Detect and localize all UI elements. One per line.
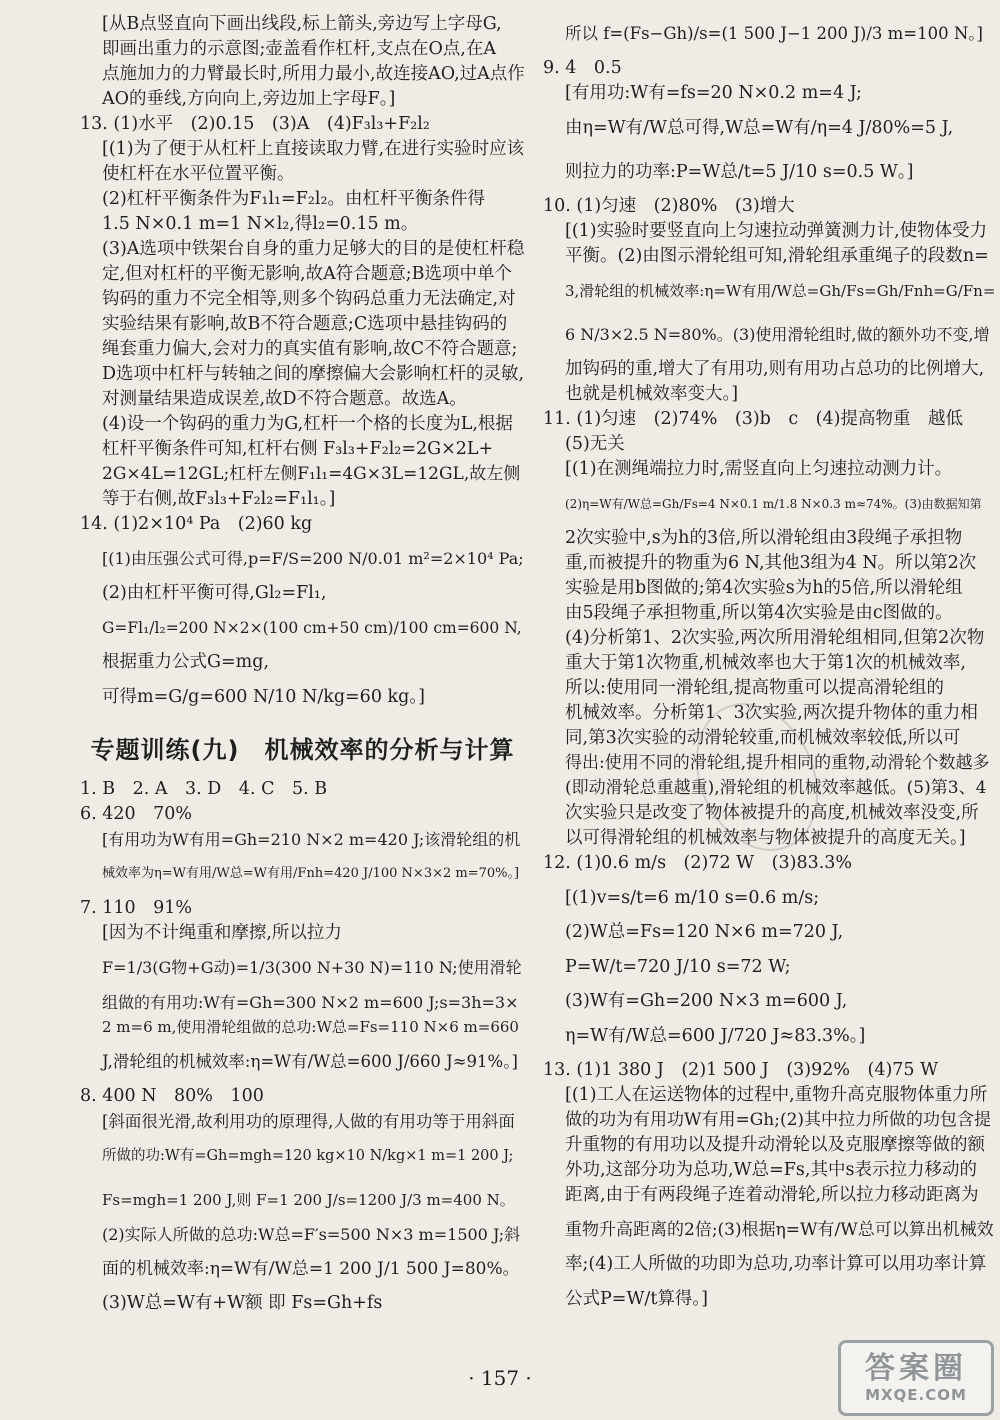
right-column bbox=[543, 12, 995, 1321]
text-line: 14. (1)2×10⁴ Pa (2)60 kg bbox=[80, 514, 313, 534]
text-line: 1.5 N×0.1 m=1 N×l₂,得l₂=0.15 m。 bbox=[102, 214, 419, 234]
text-line: (2)实际人所做的总功:W总=F′s=500 N×3 m=1500 J;斜 bbox=[102, 1225, 521, 1244]
text-line: [(1)在测绳端拉力时,需竖直向上匀速拉动测力计。 bbox=[565, 459, 953, 479]
text-line: 次实验只是改变了物体被提升的高度,机械效率没变,所 bbox=[565, 803, 979, 823]
text-line: 所以:使用同一滑轮组,提高物重可以提高滑轮组的 bbox=[565, 678, 944, 698]
text-line: [(1)实验时要竖直向上匀速拉动弹簧测力计,使物体受力 bbox=[565, 221, 988, 241]
text-line: 根据重力公式G=mg, bbox=[102, 652, 270, 672]
text-line: [从B点竖直向下画出线段,标上箭头,旁边写上字母G, bbox=[102, 14, 502, 34]
text-line: (2)W总=Fs=120 N×6 m=720 J, bbox=[565, 922, 844, 942]
text-line: 杠杆平衡条件可知,杠杆右侧 F₃l₃+F₂l₂=2G×2L+ bbox=[102, 439, 494, 459]
section-title: 专题训练(九) 机械效率的分析与计算 bbox=[90, 736, 515, 764]
text-line: 11. (1)匀速 (2)74% (3)b c (4)提高物重 越低 bbox=[543, 409, 963, 429]
text-line: 由η=W有/W总可得,W总=W有/η=4 J/80%=5 J, bbox=[565, 118, 954, 138]
text-line: F=1/3(G物+G动)=1/3(300 N+30 N)=110 N;使用滑轮 bbox=[102, 958, 522, 977]
text-line: 机械效率。分析第1、3次实验,两次提升物体的重力相 bbox=[565, 703, 978, 723]
text-line: 1. B 2. A 3. D 4. C 5. B bbox=[80, 779, 328, 799]
text-line: 6 N/3×2.5 N=80%。(3)使用滑轮组时,做的额外功不变,增 bbox=[565, 325, 990, 344]
text-line: 外功,这部分功为总功,W总=Fs,其中s表示拉力移动的 bbox=[565, 1160, 977, 1180]
watermark-text-bottom: MXQE.COM bbox=[865, 1386, 967, 1404]
text-line: 6. 420 70% bbox=[80, 804, 193, 824]
text-line: 2次实验中,s为h的3倍,所以滑轮组由3段绳子承担物 bbox=[565, 528, 963, 548]
text-line: 2 m=6 m,使用滑轮组做的总功:W总=Fs=110 N×6 m=660 bbox=[102, 1018, 519, 1036]
text-line: [有用功:W有=fs=20 N×0.2 m=4 J; bbox=[565, 83, 862, 103]
text-line: 重大于第1次物重,机械效率也大于第1次的机械效率, bbox=[565, 653, 966, 673]
text-line: 升重物的有用功以及提升动滑轮以及克服摩擦等做的额 bbox=[565, 1135, 985, 1155]
text-line: 由5段绳子承担物重,所以第4次实验是由c图做的。 bbox=[565, 603, 953, 623]
text-line: 即画出重力的示意图;壶盖看作杠杆,支点在O点,在A bbox=[102, 39, 497, 59]
page-number: · 157 · bbox=[468, 1366, 532, 1390]
watermark-logo bbox=[838, 1340, 994, 1416]
text-line: P=W/t=720 J/10 s=72 W; bbox=[565, 957, 791, 977]
text-line: 13. (1)水平 (2)0.15 (3)A (4)F₃l₃+F₂l₂ bbox=[80, 114, 430, 134]
text-line: [因为不计绳重和摩擦,所以拉力 bbox=[102, 923, 342, 943]
text-line: [(1)工人在运送物体的过程中,重物升高克服物体重力所 bbox=[565, 1085, 988, 1105]
left-column bbox=[80, 12, 525, 1316]
text-line: G=Fl₁/l₂=200 N×2×(100 cm+50 cm)/100 cm=600 N, bbox=[102, 619, 522, 637]
text-line: (2)η=W有/W总=Gh/Fs=4 N×0.1 m/1.8 N×0.3 m≈74%。(3)由数据知第 bbox=[565, 497, 982, 511]
watermark-text-top: 答案圈 bbox=[865, 1351, 967, 1386]
text-line: 重物升高距离的2倍;(3)根据η=W有/W总可以算出机械效 bbox=[565, 1220, 994, 1240]
text-line: 械效率为η=W有用/W总=W有用/Fnh=420 J/100 N×3×2 m=70%。] bbox=[102, 866, 520, 881]
text-line: 也就是机械效率变大。] bbox=[565, 384, 739, 404]
text-line: (4)设一个钩码的重力为G,杠杆一个格的长度为L,根据 bbox=[102, 414, 513, 434]
text-line: 对测量结果造成误差,故D不符合题意。故选A。 bbox=[102, 389, 467, 409]
text-line: 13. (1)1 380 J (2)1 500 J (3)92% (4)75 W bbox=[543, 1060, 939, 1080]
text-line: 实验结果有影响,故B不符合题意;C选项中悬挂钩码的 bbox=[102, 314, 508, 334]
text-line: 所以 f=(Fs−Gh)/s=(1 500 J−1 200 J)/3 m=100 N。] bbox=[565, 24, 983, 43]
text-line: 2G×4L=12GL;杠杆左侧F₁l₁=4G×3L=12GL,故左侧 bbox=[102, 464, 521, 484]
text-line: [有用功为W有用=Gh=210 N×2 m=420 J;该滑轮组的机 bbox=[102, 830, 521, 849]
text-line: (2)由杠杆平衡可得,Gl₂=Fl₁, bbox=[102, 583, 327, 603]
text-line: 等于右侧,故F₃l₃+F₂l₂=F₁l₁。] bbox=[102, 489, 336, 509]
text-line: 钩码的重力不完全相等,则多个钩码总重力无法确定,对 bbox=[102, 289, 516, 309]
text-line: D选项中杠杆与转轴之间的摩擦偏大会影响杠杆的灵敏, bbox=[102, 364, 525, 384]
text-line: 加钩码的重,增大了有用功,则有用功占总功的比例增大, bbox=[565, 359, 985, 379]
text-line: 9. 4 0.5 bbox=[543, 58, 622, 78]
text-line: (2)杠杆平衡条件为F₁l₁=F₂l₂。由杠杆平衡条件得 bbox=[102, 189, 485, 209]
text-line: 以可得滑轮组的机械效率与物体被提升的高度无关。] bbox=[565, 828, 966, 848]
text-line: 同,第3次实验的动滑轮较重,而机械效率较低,所以可 bbox=[565, 728, 961, 748]
text-line: η=W有/W总=600 J/720 J≈83.3%。] bbox=[565, 1026, 866, 1046]
text-line: 实验是用b图做的;第4次实验s为h的5倍,所以滑轮组 bbox=[565, 578, 963, 598]
text-line: (3)W有=Gh=200 N×3 m=600 J, bbox=[565, 991, 848, 1011]
text-line: (5)无关 bbox=[565, 434, 625, 454]
text-line: 得出:使用不同的滑轮组,提升相同的重物,动滑轮个数越多 bbox=[565, 753, 990, 773]
text-line: 8. 400 N 80% 100 bbox=[80, 1086, 264, 1106]
text-line: (3)W总=W有+W额 即 Fs=Gh+fs bbox=[102, 1293, 383, 1313]
text-line: 则拉力的功率:P=W总/t=5 J/10 s=0.5 W。] bbox=[565, 162, 914, 182]
text-line: (4)分析第1、2次实验,两次所用滑轮组相同,但第2次物 bbox=[565, 628, 985, 648]
text-line: 平衡。(2)由图示滑轮组可知,滑轮组承重绳子的段数n= bbox=[565, 246, 989, 266]
text-line: 公式P=W/t算得。] bbox=[565, 1289, 708, 1309]
text-line: [(1)为了便于从杠杆上直接读取力臂,在进行实验时应该 bbox=[102, 139, 525, 159]
text-line: Fs=mgh=1 200 J,则 F=1 200 J/s=1200 J/3 m=400 N。 bbox=[102, 1191, 515, 1209]
text-line: 绳套重力偏大,会对力的真实值有影响,故C不符合题意; bbox=[102, 339, 518, 359]
text-line: (即动滑轮总重越重),滑轮组的机械效率越低。(5)第3、4 bbox=[565, 778, 987, 798]
text-line: 率;(4)工人所做的功即为总功,功率计算可以用功率计算 bbox=[565, 1254, 987, 1274]
text-line: 可得m=G/g=600 N/10 N/kg=60 kg。] bbox=[102, 687, 425, 707]
text-line: [斜面很光滑,故利用功的原理得,人做的有用功等于用斜面 bbox=[102, 1112, 515, 1131]
text-line: 面的机械效率:η=W有/W总=1 200 J/1 500 J=80%。 bbox=[102, 1259, 520, 1279]
text-line: 7. 110 91% bbox=[80, 898, 193, 918]
text-line: 距离,由于有两段绳子连着动滑轮,所以拉力移动距离为 bbox=[565, 1185, 979, 1205]
text-line: 做的功为有用功W有用=Gh;(2)其中拉力所做的功包含提 bbox=[565, 1110, 992, 1130]
text-line: 12. (1)0.6 m/s (2)72 W (3)83.3% bbox=[543, 853, 853, 873]
text-line: (3)A选项中铁架台自身的重力足够大的目的是使杠杆稳 bbox=[102, 239, 525, 259]
text-line: J,滑轮组的机械效率:η=W有/W总=600 J/660 J≈91%。] bbox=[102, 1052, 518, 1071]
text-line: 所做的功:W有=Gh=mgh=120 kg×10 N/kg×1 m=1 200 J; bbox=[102, 1148, 514, 1164]
text-line: AO的垂线,方向向上,旁边加上字母F。] bbox=[102, 89, 396, 109]
text-line: 重,而被提升的物重为6 N,其他3组为4 N。所以第2次 bbox=[565, 553, 977, 573]
text-line: 使杠杆在水平位置平衡。 bbox=[102, 164, 295, 184]
text-line: 10. (1)匀速 (2)80% (3)增大 bbox=[543, 196, 795, 216]
text-line: 3,滑轮组的机械效率:η=W有用/W总=Gh/Fs=Gh/Fnh=G/Fn= bbox=[565, 282, 996, 300]
text-line: [(1)由压强公式可得,p=F/S=200 N/0.01 m²=2×10⁴ Pa; bbox=[102, 549, 524, 568]
text-line: 点施加力的力臂最长时,所用力最小,故连接AO,过A点作 bbox=[102, 64, 525, 84]
text-line: 定,但对杠杆的平衡无影响,故A符合题意;B选项中单个 bbox=[102, 264, 513, 284]
text-line: 组做的有用功:W有=Gh=300 N×2 m=600 J;s=3h=3× bbox=[102, 993, 519, 1012]
text-line: [(1)v=s/t=6 m/10 s=0.6 m/s; bbox=[565, 888, 820, 908]
